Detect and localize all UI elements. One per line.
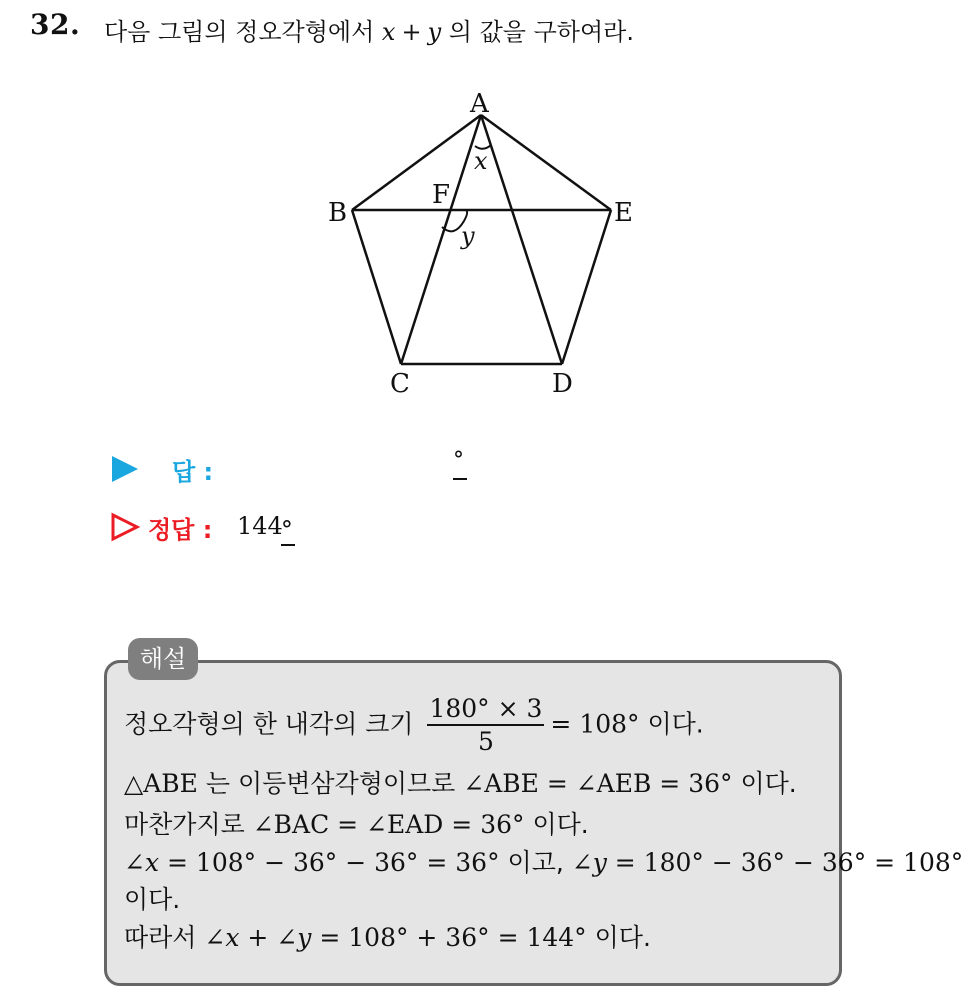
fraction: $\frac{180^\circ \times 3}{5}$ (429, 694, 543, 756)
question-suffix: 의 값을 구하여라. (448, 18, 634, 46)
correct-answer-row (110, 506, 610, 546)
label-f: F (432, 180, 451, 210)
degree-symbol: ° (453, 448, 464, 473)
label-c: C (390, 369, 410, 399)
plus-sign: + (401, 18, 422, 46)
diagonal-ad (481, 115, 562, 364)
answer-label: 답 : (172, 458, 214, 486)
label-e: E (614, 198, 633, 228)
correct-answer-label: 정답 : (148, 516, 213, 544)
var-x: x (381, 18, 396, 46)
solution-line-4: ∠x = 108° − 36° − 36° = 36° 이고, ∠y = 180° − 36° − 36° = 108° (124, 848, 963, 877)
label-d: D (552, 369, 573, 399)
play-icon (110, 454, 140, 484)
label-angle-x: x (474, 147, 488, 175)
edge-bc (352, 210, 401, 364)
solution-tag: 해설 (128, 638, 198, 680)
pentagon-figure (0, 0, 884, 440)
play-outline-icon (110, 512, 140, 542)
answer-row (110, 448, 610, 488)
label-a: A (470, 89, 489, 119)
correct-answer-value (237, 512, 295, 546)
answer-unit: ° (280, 516, 293, 544)
label-angle-y: y (461, 222, 475, 250)
solution-line-1: 정오각형의 한 내각의 크기 $\frac{180^\circ \times 3}{5}$ = 108° 이다. (124, 694, 704, 756)
answer-blank[interactable] (453, 448, 464, 473)
question-number: 32. (30, 8, 81, 41)
edge-ae (481, 115, 611, 210)
edge-de (562, 210, 611, 364)
var-y: y (427, 18, 442, 46)
solution-line-6: 따라서 ∠x + ∠y = 108° + 36° = 144° 이다. (124, 923, 651, 952)
solution-line-2: △ABE 는 이등변삼각형이므로 ∠ABE = ∠AEB = 36° 이다. (124, 769, 797, 798)
question-prefix: 다음 그림의 정오각형에서 (104, 18, 375, 46)
answer-number: 144 (237, 512, 283, 540)
edge-ab (352, 115, 481, 210)
solution-line-3: 마찬가지로 ∠BAC = ∠EAD = 36° 이다. (124, 810, 589, 839)
blank-underline (453, 478, 467, 480)
solution-line-5: 이다. (124, 885, 181, 914)
label-b: B (328, 198, 348, 228)
